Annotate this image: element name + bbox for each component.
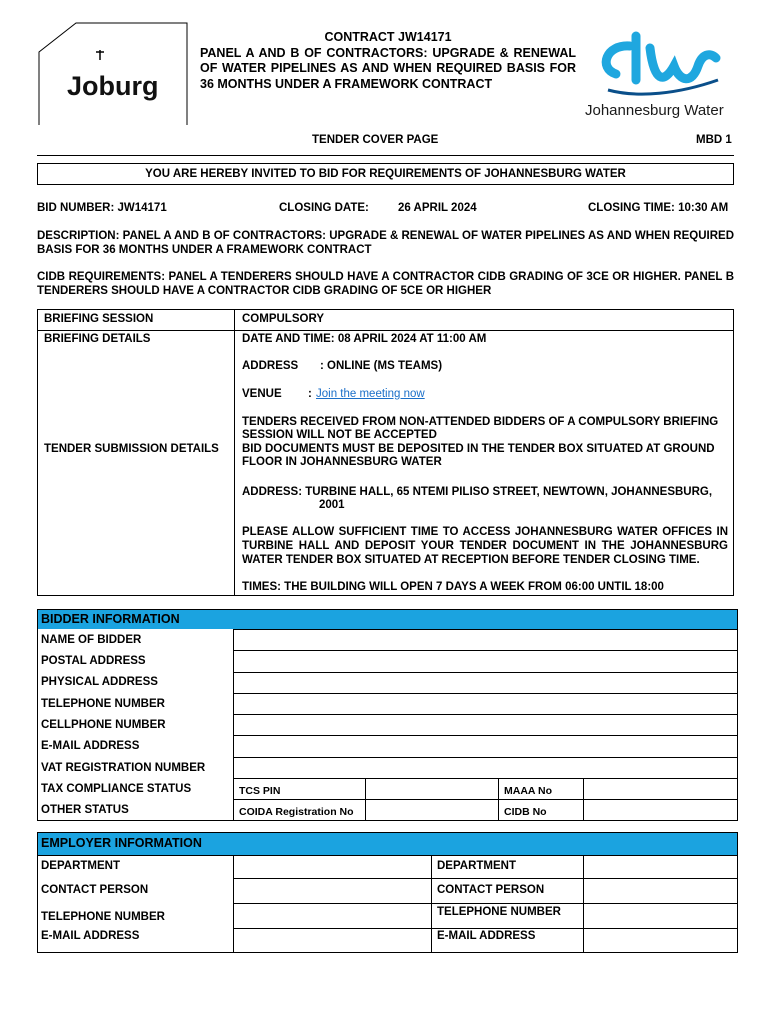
bidder-row-physical: PHYSICAL ADDRESS <box>41 676 158 688</box>
briefing-date-time: DATE AND TIME: 08 APRIL 2024 AT 11:00 AM <box>242 333 487 345</box>
join-meeting-link[interactable]: Join the meeting now <box>316 388 425 400</box>
employer-contact-label: CONTACT PERSON <box>41 884 149 896</box>
submission-address: ADDRESS: TURBINE HALL, 65 NTEMI PILISO STREET, NEWTOWN, JOHANNESBURG, <box>242 486 713 498</box>
bid-number: BID NUMBER: JW14171 <box>37 202 167 214</box>
bidder-row-postal: POSTAL ADDRESS <box>41 655 146 667</box>
employer-info-section <box>37 832 738 953</box>
water-wave-icon <box>588 30 738 105</box>
contract-title-body: PANEL A AND B OF CONTRACTORS: UPGRADE & RENEWAL OF WATER PIPELINES AS AND WHEN REQUIRED BASIS FOR 36 MONTHS UNDER A FRAMEWORK CONTRACT <box>200 45 576 91</box>
bidder-row-cellphone: CELLPHONE NUMBER <box>41 719 166 731</box>
invitation-banner: YOU ARE HEREBY INVITED TO BID FOR REQUIREMENTS OF JOHANNESBURG WATER <box>37 163 734 185</box>
divider <box>37 155 734 156</box>
employer-contact-label-2: CONTACT PERSON <box>437 884 545 896</box>
johannesburg-water-logo <box>588 30 738 105</box>
tax-compliance-label: TAX COMPLIANCE STATUS <box>41 783 192 795</box>
employer-telephone-label-2: TELEPHONE NUMBER <box>437 906 561 918</box>
tcs-pin-label: TCS PIN <box>239 785 281 797</box>
logo-water-text: Johannesburg Water <box>585 102 724 119</box>
bidder-row-telephone: TELEPHONE NUMBER <box>41 698 165 710</box>
briefing-venue-label: VENUE <box>242 388 282 400</box>
closing-date-value: 26 APRIL 2024 <box>398 202 477 214</box>
joburg-logo <box>38 22 188 125</box>
briefing-session-label: BRIEFING SESSION <box>44 313 154 325</box>
coida-label: COIDA Registration No <box>239 806 354 818</box>
maaa-label: MAAA No <box>504 785 553 797</box>
tender-submission-label: TENDER SUBMISSION DETAILS <box>44 443 219 455</box>
bidder-heading: BIDDER INFORMATION <box>41 612 180 626</box>
other-status-label: OTHER STATUS <box>41 804 129 816</box>
briefing-address-label: ADDRESS <box>242 360 299 372</box>
employer-email-label: E-MAIL ADDRESS <box>41 930 140 942</box>
cidb-requirements: CIDB REQUIREMENTS: PANEL A TENDERERS SHOULD HAVE A CONTRACTOR CIDB GRADING OF 3CE OR HIGHER. PANEL B TENDERERS SHOULD HAVE A CONTRACTOR CIDB GRADING OF 5CE OR HIGHER <box>37 271 734 297</box>
employer-department-label-2: DEPARTMENT <box>437 860 517 872</box>
logo-frame <box>38 22 188 125</box>
employer-heading: EMPLOYER INFORMATION <box>41 836 202 850</box>
cover-page-title: TENDER COVER PAGE <box>312 134 439 146</box>
non-attended-notice: TENDERS RECEIVED FROM NON-ATTENDED BIDDERS OF A COMPULSORY BRIEFING SESSION WILL NOT BE ACCEPTED <box>242 416 719 441</box>
employer-department-label: DEPARTMENT <box>41 860 121 872</box>
briefing-details-label: BRIEFING DETAILS <box>44 333 151 345</box>
briefing-venue-colon: : <box>308 388 312 400</box>
bidder-row-email: E-MAIL ADDRESS <box>41 740 140 752</box>
bidder-info-section <box>37 609 738 821</box>
briefing-address-value: : ONLINE (MS TEAMS) <box>320 360 443 372</box>
logo-joburg-text: Joburg <box>67 71 159 101</box>
mbd-label: MBD 1 <box>696 134 732 146</box>
bidder-row-vat: VAT REGISTRATION NUMBER <box>41 762 206 774</box>
contract-title <box>200 30 576 92</box>
closing-date-label: CLOSING DATE: <box>279 202 369 214</box>
deposit-notice: BID DOCUMENTS MUST BE DEPOSITED IN THE TENDER BOX SITUATED AT GROUND FLOOR IN JOHANNESBURG WATER <box>242 443 715 468</box>
submission-postcode: 2001 <box>319 499 345 511</box>
bidder-row-name: NAME OF BIDDER <box>41 634 142 646</box>
contract-number: CONTRACT JW14171 <box>324 30 452 44</box>
cidb-no-label: CIDB No <box>504 806 547 818</box>
briefing-table <box>37 309 734 596</box>
closing-time: CLOSING TIME: 10:30 AM <box>588 202 729 214</box>
employer-email-label-2: E-MAIL ADDRESS <box>437 930 536 942</box>
allow-time-notice: PLEASE ALLOW SUFFICIENT TIME TO ACCESS JOHANNESBURG WATER OFFICES IN TURBINE HALL AND DEPOSIT YOUR TENDER DOCUMENT IN THE JOHANNESBURG WATER TENDER BOX SITUATED AT RECEPTION BEFORE TENDER CLOSING TIME. <box>242 526 728 566</box>
building-times: TIMES: THE BUILDING WILL OPEN 7 DAYS A WEEK FROM 06:00 UNTIL 18:00 <box>242 581 664 593</box>
employer-telephone-label: TELEPHONE NUMBER <box>41 911 165 923</box>
description: DESCRIPTION: PANEL A AND B OF CONTRACTORS: UPGRADE & RENEWAL OF WATER PIPELINES AS AND WHEN REQUIRED BASIS FOR 36 MONTHS UNDER A FRAMEWORK CONTRACT <box>37 230 734 256</box>
briefing-session-value: COMPULSORY <box>242 313 324 325</box>
